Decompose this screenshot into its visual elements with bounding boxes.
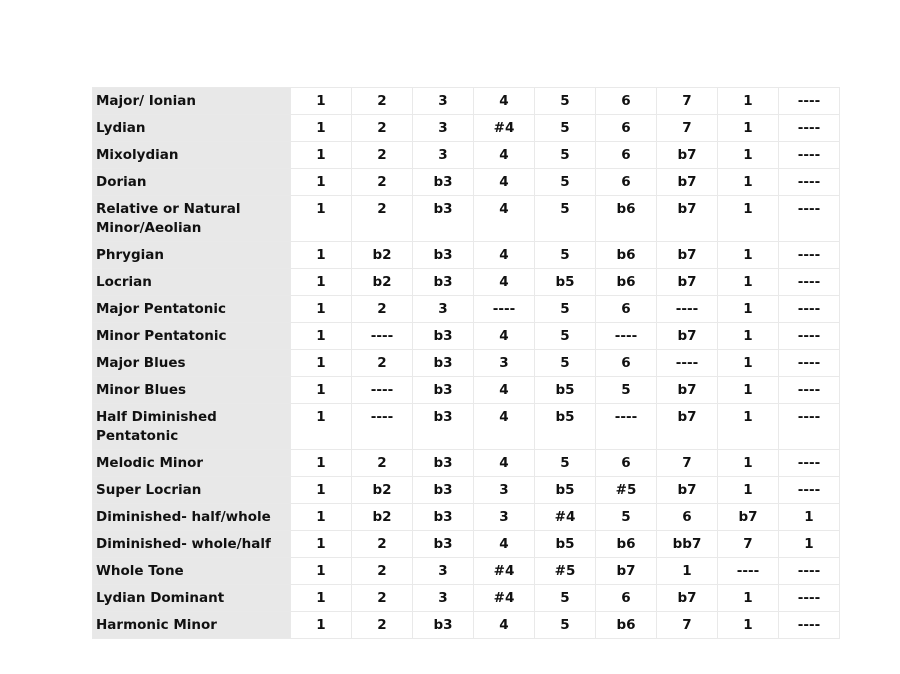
degree-cell: ----	[474, 296, 535, 323]
degree-cell: 6	[596, 450, 657, 477]
degree-cell: 1	[718, 296, 779, 323]
scale-name-cell: Harmonic Minor	[93, 612, 291, 639]
scale-name-cell: Lydian	[93, 115, 291, 142]
degree-cell: b2	[352, 242, 413, 269]
degree-cell: ----	[779, 404, 840, 450]
degree-cell: #5	[596, 477, 657, 504]
degree-cell: 5	[535, 115, 596, 142]
degree-cell: b7	[657, 196, 718, 242]
degree-cell: ----	[779, 585, 840, 612]
degree-cell: b6	[596, 612, 657, 639]
table-row	[93, 323, 840, 350]
degree-cell: b5	[535, 531, 596, 558]
degree-cell: 1	[718, 323, 779, 350]
degree-cell: b7	[657, 323, 718, 350]
table-row	[93, 558, 840, 585]
table-row	[93, 115, 840, 142]
degree-cell: 1	[718, 169, 779, 196]
degree-cell: #5	[535, 558, 596, 585]
degree-cell: ----	[779, 115, 840, 142]
degree-cell: 1	[291, 450, 352, 477]
degree-cell: 2	[352, 169, 413, 196]
scale-name-cell: Mixolydian	[93, 142, 291, 169]
degree-cell: 3	[413, 558, 474, 585]
degree-cell: 2	[352, 142, 413, 169]
table-row	[93, 88, 840, 115]
degree-cell: b7	[657, 169, 718, 196]
degree-cell: bb7	[657, 531, 718, 558]
degree-cell: 3	[413, 296, 474, 323]
degree-cell: 1	[718, 404, 779, 450]
degree-cell: 2	[352, 115, 413, 142]
degree-cell: 5	[535, 296, 596, 323]
degree-cell: b3	[413, 477, 474, 504]
table-row	[93, 531, 840, 558]
degree-cell: b7	[657, 477, 718, 504]
degree-cell: 1	[291, 142, 352, 169]
scale-name-cell: Super Locrian	[93, 477, 291, 504]
degree-cell: 1	[291, 404, 352, 450]
degree-cell: 3	[474, 504, 535, 531]
degree-cell: 2	[352, 196, 413, 242]
degree-cell: 5	[535, 142, 596, 169]
degree-cell: 4	[474, 196, 535, 242]
degree-cell: 1	[291, 323, 352, 350]
degree-cell: b3	[413, 404, 474, 450]
degree-cell: 7	[657, 450, 718, 477]
degree-cell: 1	[718, 612, 779, 639]
table-row	[93, 477, 840, 504]
degree-cell: 5	[535, 585, 596, 612]
degree-cell: 1	[291, 531, 352, 558]
degree-cell: 1	[291, 88, 352, 115]
table-row	[93, 296, 840, 323]
degree-cell: 4	[474, 142, 535, 169]
scale-name-cell: Minor Blues	[93, 377, 291, 404]
degree-cell: b2	[352, 504, 413, 531]
scale-name-cell: Relative or Natural Minor/Aeolian	[93, 196, 291, 242]
degree-cell: 1	[718, 88, 779, 115]
degree-cell: 4	[474, 612, 535, 639]
degree-cell: 1	[718, 477, 779, 504]
table-row	[93, 142, 840, 169]
table-row	[93, 196, 840, 242]
table-row	[93, 242, 840, 269]
degree-cell: 2	[352, 531, 413, 558]
degree-cell: 1	[718, 115, 779, 142]
degree-cell: ----	[779, 477, 840, 504]
degree-cell: b3	[413, 377, 474, 404]
degree-cell: b5	[535, 477, 596, 504]
degree-cell: b2	[352, 477, 413, 504]
degree-cell: b6	[596, 242, 657, 269]
degree-cell: 2	[352, 88, 413, 115]
degree-cell: 7	[718, 531, 779, 558]
degree-cell: b6	[596, 196, 657, 242]
degree-cell: 1	[718, 269, 779, 296]
degree-cell: 2	[352, 558, 413, 585]
degree-cell: b7	[657, 269, 718, 296]
scale-name-cell: Half Diminished Pentatonic	[93, 404, 291, 450]
degree-cell: b3	[413, 269, 474, 296]
degree-cell: b6	[596, 269, 657, 296]
degree-cell: ----	[352, 377, 413, 404]
degree-cell: 4	[474, 323, 535, 350]
degree-cell: #4	[474, 115, 535, 142]
degree-cell: b5	[535, 404, 596, 450]
degree-cell: 4	[474, 242, 535, 269]
degree-cell: 4	[474, 450, 535, 477]
degree-cell: ----	[779, 88, 840, 115]
degree-cell: 2	[352, 296, 413, 323]
degree-cell: b5	[535, 269, 596, 296]
degree-cell: 4	[474, 269, 535, 296]
degree-cell: 1	[291, 612, 352, 639]
degree-cell: ----	[657, 350, 718, 377]
degree-cell: ----	[718, 558, 779, 585]
degree-cell: 1	[291, 477, 352, 504]
table-row	[93, 585, 840, 612]
degree-cell: 4	[474, 169, 535, 196]
degree-cell: 1	[718, 377, 779, 404]
degree-cell: 1	[779, 531, 840, 558]
degree-cell: #4	[474, 558, 535, 585]
degree-cell: b7	[657, 404, 718, 450]
degree-cell: b7	[657, 377, 718, 404]
degree-cell: 1	[718, 196, 779, 242]
degree-cell: ----	[352, 323, 413, 350]
degree-cell: 7	[657, 115, 718, 142]
degree-cell: ----	[779, 377, 840, 404]
degree-cell: 6	[596, 169, 657, 196]
degree-cell: 1	[718, 450, 779, 477]
degree-cell: b3	[413, 242, 474, 269]
scale-name-cell: Minor Pentatonic	[93, 323, 291, 350]
degree-cell: b3	[413, 450, 474, 477]
table-row	[93, 612, 840, 639]
degree-cell: 1	[291, 585, 352, 612]
table-row	[93, 169, 840, 196]
degree-cell: 1	[291, 377, 352, 404]
degree-cell: 5	[535, 196, 596, 242]
degree-cell: 5	[535, 88, 596, 115]
degree-cell: ----	[779, 558, 840, 585]
degree-cell: 1	[718, 350, 779, 377]
degree-cell: 6	[596, 296, 657, 323]
degree-cell: b3	[413, 169, 474, 196]
degree-cell: 5	[596, 504, 657, 531]
degree-cell: b6	[596, 531, 657, 558]
degree-cell: 6	[657, 504, 718, 531]
degree-cell: ----	[779, 323, 840, 350]
table-row	[93, 350, 840, 377]
degree-cell: ----	[779, 296, 840, 323]
degree-cell: 6	[596, 585, 657, 612]
scale-name-cell: Melodic Minor	[93, 450, 291, 477]
degree-cell: 3	[413, 115, 474, 142]
degree-cell: 1	[291, 196, 352, 242]
degree-cell: b7	[657, 142, 718, 169]
degree-cell: b3	[413, 350, 474, 377]
degree-cell: ----	[596, 323, 657, 350]
degree-cell: ----	[352, 404, 413, 450]
degree-cell: 1	[291, 296, 352, 323]
degree-cell: 2	[352, 350, 413, 377]
degree-cell: b3	[413, 323, 474, 350]
table-row	[93, 269, 840, 296]
degree-cell: 1	[779, 504, 840, 531]
degree-cell: 5	[535, 612, 596, 639]
degree-cell: 7	[657, 612, 718, 639]
degree-cell: 2	[352, 450, 413, 477]
scale-name-cell: Lydian Dominant	[93, 585, 291, 612]
degree-cell: ----	[779, 350, 840, 377]
degree-cell: ----	[779, 142, 840, 169]
degree-cell: b2	[352, 269, 413, 296]
degree-cell: b5	[535, 377, 596, 404]
degree-cell: ----	[779, 450, 840, 477]
degree-cell: 1	[718, 242, 779, 269]
table-row	[93, 450, 840, 477]
degree-cell: 3	[474, 350, 535, 377]
degree-cell: 4	[474, 404, 535, 450]
scale-degree-table	[92, 87, 840, 639]
degree-cell: 3	[413, 142, 474, 169]
scale-name-cell: Diminished- whole/half	[93, 531, 291, 558]
degree-cell: 1	[291, 169, 352, 196]
degree-cell: 3	[413, 585, 474, 612]
degree-cell: 6	[596, 142, 657, 169]
degree-cell: ----	[657, 296, 718, 323]
degree-cell: 6	[596, 88, 657, 115]
degree-cell: 1	[291, 504, 352, 531]
degree-cell: 4	[474, 88, 535, 115]
degree-cell: 1	[291, 350, 352, 377]
degree-cell: 2	[352, 612, 413, 639]
degree-cell: 2	[352, 585, 413, 612]
degree-cell: 1	[718, 142, 779, 169]
degree-cell: #4	[535, 504, 596, 531]
scale-name-cell: Diminished- half/whole	[93, 504, 291, 531]
degree-cell: 5	[535, 169, 596, 196]
degree-cell: 5	[535, 350, 596, 377]
degree-cell: ----	[779, 612, 840, 639]
degree-cell: ----	[596, 404, 657, 450]
scale-name-cell: Phrygian	[93, 242, 291, 269]
degree-cell: 5	[596, 377, 657, 404]
table-row	[93, 377, 840, 404]
degree-cell: 6	[596, 115, 657, 142]
degree-cell: b3	[413, 612, 474, 639]
degree-cell: 3	[474, 477, 535, 504]
degree-cell: 7	[657, 88, 718, 115]
table-row	[93, 504, 840, 531]
degree-cell: 5	[535, 242, 596, 269]
degree-cell: b7	[657, 585, 718, 612]
degree-cell: 4	[474, 377, 535, 404]
degree-cell: 3	[413, 88, 474, 115]
degree-cell: ----	[779, 242, 840, 269]
scale-name-cell: Whole Tone	[93, 558, 291, 585]
scale-name-cell: Major Blues	[93, 350, 291, 377]
degree-cell: b7	[718, 504, 779, 531]
degree-cell: ----	[779, 169, 840, 196]
degree-cell: b3	[413, 504, 474, 531]
scale-name-cell: Locrian	[93, 269, 291, 296]
scale-name-cell: Dorian	[93, 169, 291, 196]
degree-cell: b7	[596, 558, 657, 585]
degree-cell: ----	[779, 269, 840, 296]
degree-cell: 1	[291, 242, 352, 269]
degree-cell: 1	[657, 558, 718, 585]
degree-cell: 5	[535, 450, 596, 477]
degree-cell: 5	[535, 323, 596, 350]
degree-cell: 4	[474, 531, 535, 558]
degree-cell: 1	[718, 585, 779, 612]
degree-cell: 6	[596, 350, 657, 377]
degree-cell: 1	[291, 115, 352, 142]
degree-cell: b3	[413, 196, 474, 242]
degree-cell: 1	[291, 558, 352, 585]
scale-name-cell: Major Pentatonic	[93, 296, 291, 323]
table-row	[93, 404, 840, 450]
degree-cell: #4	[474, 585, 535, 612]
scale-name-cell: Major/ Ionian	[93, 88, 291, 115]
degree-cell: b3	[413, 531, 474, 558]
scale-table-body	[93, 88, 840, 639]
degree-cell: b7	[657, 242, 718, 269]
degree-cell: ----	[779, 196, 840, 242]
degree-cell: 1	[291, 269, 352, 296]
